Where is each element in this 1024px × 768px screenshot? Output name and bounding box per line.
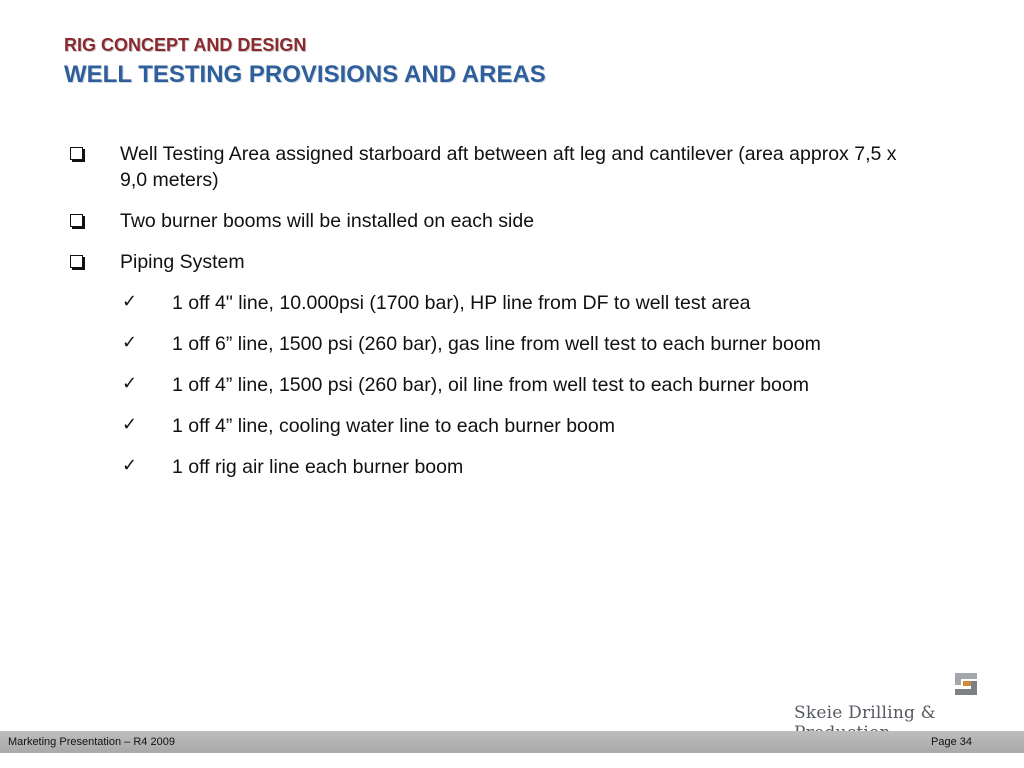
checkmark-icon: ✓ [122,373,138,394]
checkmark-icon: ✓ [122,455,138,476]
bullet-text: 1 off rig air line each burner boom [172,456,464,478]
footer-bar [0,731,1024,753]
checkbox-bullet-icon [70,214,83,227]
checkbox-bullet-icon [70,147,83,160]
checkmark-icon: ✓ [122,291,138,312]
checkmark-icon: ✓ [122,332,138,353]
slide-kicker: RIG CONCEPT AND DESIGN [64,35,307,55]
bullet-text: 1 off 4” line, 1500 psi (260 bar), oil line from well test to each burner boom [172,374,809,396]
checkbox-bullet-icon [70,255,83,268]
skeie-s-logo-icon [955,673,977,695]
bullet-text: 1 off 6” line, 1500 psi (260 bar), gas line from well test to each burner boom [172,333,821,355]
list-item [0,141,1024,193]
list-item [0,290,1024,316]
list-item [0,413,1024,439]
company-brand: Skeie Drilling & [794,703,936,723]
list-item [0,208,1024,234]
checkmark-icon: ✓ [122,414,138,435]
bullet-text: Two burner booms will be installed on each side [120,210,535,232]
page-number: Page 34 [931,736,972,748]
list-item [0,372,1024,398]
list-item [0,454,1024,480]
footer-presentation-label: Marketing Presentation – R4 2009 [8,736,175,748]
bullet-text: Well Testing Area assigned starboard aft between aft leg and cantilever (area approx 7,5 x 9,0 meters) [120,143,897,191]
slide-title: WELL TESTING PROVISIONS AND AREAS [64,61,546,88]
bullet-text: 1 off 4” line, cooling water line to each burner boom [172,415,615,437]
bullet-text: Piping System [120,251,245,273]
bullet-list [0,141,1024,495]
list-item [0,331,1024,357]
list-item [0,249,1024,275]
bullet-text: 1 off 4" line, 10.000psi (1700 bar), HP line from DF to well test area [172,292,751,314]
